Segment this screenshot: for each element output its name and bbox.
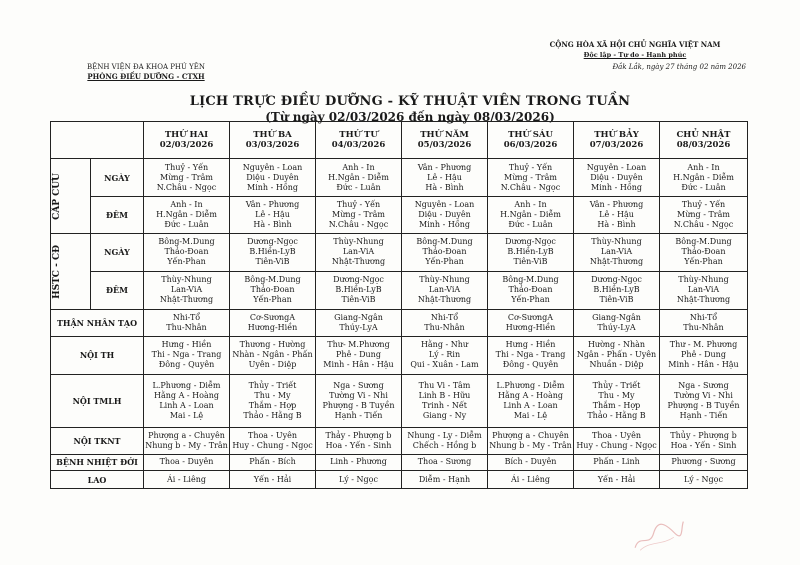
schedule-cell: Thùy-Nhung Lan-ViA Nhật-Thương (402, 271, 488, 309)
schedule-cell: Phượng a - Chuyên Nhung b - My - Trân (488, 427, 574, 454)
schedule-cell: Vân - Phương Lê - Hậu Hà - Bình (230, 196, 316, 233)
schedule-cell: Yến - Hải (574, 471, 660, 489)
shift-label: NGÀY (91, 159, 144, 196)
schedule-table (50, 121, 748, 489)
schedule-cell: Giang-Ngân Thúy-LyA (316, 310, 402, 337)
schedule-cell: Anh - In H.Ngân - Diễm Đức - Luân (488, 196, 574, 233)
schedule-cell: Yến - Hải (230, 471, 316, 489)
schedule-cell: Thoa - Uyên Huy - Chung - Ngọc (230, 427, 316, 454)
page-subtitle: (Từ ngày 02/03/2026 đến ngày 08/03/2026) (265, 110, 555, 124)
schedule-cell: Hằng - Như Lý - Rin Qui - Xuân - Lam (402, 337, 488, 374)
schedule-cell: Linh - Phương (316, 454, 402, 471)
shift-label: NGÀY (91, 234, 144, 271)
schedule-cell: Thuỷ - Yến Mừng - Trâm N.Châu - Ngọc (488, 159, 574, 196)
schedule-cell: Dương-Ngọc B.Hiền-LyB Tiên-ViB (488, 234, 574, 271)
table-row (51, 159, 748, 196)
schedule-cell: Bông-M.Dung Thảo-Đoan Yến-Phan (230, 271, 316, 309)
corner-cell (51, 122, 144, 159)
schedule-cell: Phượng a - Chuyên Nhung b - My - Trân (144, 427, 230, 454)
schedule-cell: Nga - Sương Tường Vi - Nhi Phượng - B Tuyền Hạnh - Tiến (660, 374, 748, 427)
shift-label: ĐÊM (91, 196, 144, 233)
schedule-cell: Thảy - Phượng b Hoa - Yến - Sinh (316, 427, 402, 454)
schedule-cell: Ái - Liêng (488, 471, 574, 489)
table-row (51, 271, 748, 309)
day-header: THỨ HAI 02/03/2026 (144, 122, 230, 159)
table-row (51, 234, 748, 271)
schedule-cell: Anh - In H.Ngân - Diễm Đức - Luân (144, 196, 230, 233)
table-row (51, 374, 748, 427)
schedule-cell: Diễm - Hạnh (402, 471, 488, 489)
schedule-cell: Thoa - Duyên (144, 454, 230, 471)
schedule-cell: Nga - Sương Tường Vi - Nhi Phượng - B Tuyền Hạnh - Tiến (316, 374, 402, 427)
day-header: THỨ BẢY 07/03/2026 (574, 122, 660, 159)
schedule-cell: Bích - Duyên (488, 454, 574, 471)
page-title: LỊCH TRỰC ĐIỀU DƯỠNG - KỸ THUẬT VIÊN TRONG TUẦN (189, 94, 631, 109)
table-row (51, 471, 748, 489)
schedule-cell: Phương - Sương (660, 454, 748, 471)
schedule-cell: Cơ-SươngA Hương-Hiền (230, 310, 316, 337)
schedule-cell: Anh - In H.Ngân - Diễm Đức - Luân (316, 159, 402, 196)
schedule-cell: Thủy - Triết Thu - My Thắm - Hợp Thảo - Hằng B (574, 374, 660, 427)
schedule-cell: Bông-M.Dung Thảo-Đoan Yến-Phan (488, 271, 574, 309)
schedule-cell: Thoa - Sương (402, 454, 488, 471)
day-header: THỨ BA 03/03/2026 (230, 122, 316, 159)
table-row (51, 427, 748, 454)
schedule-cell: Vân - Phương Lê - Hậu Hà - Bình (402, 159, 488, 196)
schedule-cell: Nguyên - Loan Diệu - Duyên Minh - Hồng (574, 159, 660, 196)
schedule-cell: L.Phương - Diễm Hằng A - Hoàng Linh A - Loan Mai - Lệ (488, 374, 574, 427)
schedule-cell: Vân - Phương Lê - Hậu Hà - Bình (574, 196, 660, 233)
day-header: CHỦ NHẬT 08/03/2026 (660, 122, 748, 159)
schedule-cell: Thủy - Phượng b Hoa - Yến - Sinh (660, 427, 748, 454)
schedule-cell: Thuỷ - Yến Mừng - Trâm N.Châu - Ngọc (316, 196, 402, 233)
schedule-cell: Nguyên - Loan Diệu - Duyên Minh - Hồng (402, 196, 488, 233)
schedule-cell: Thư - M. Phương Phê - Dung Minh - Hân - Hậu (660, 337, 748, 374)
nation-name: CỘNG HÒA XÃ HỘI CHỦ NGHĨA VIỆT NAM (549, 40, 721, 49)
schedule-cell: Thuỷ - Yến Mừng - Trâm N.Châu - Ngọc (660, 196, 748, 233)
schedule-cell: Nhi-Tổ Thu-Nhân (660, 310, 748, 337)
schedule-cell: Lý - Ngọc (660, 471, 748, 489)
schedule-cell: Hường - Nhàn Ngân - Phấn - Uyên Nhuần - Diệp (574, 337, 660, 374)
schedule-cell: Cơ-SươngA Hương-Hiền (488, 310, 574, 337)
schedule-cell: Hưng - Hiền Thi - Nga - Trang Đông - Quyên (488, 337, 574, 374)
schedule-cell: Phấn - Linh (574, 454, 660, 471)
schedule-cell: Thuỷ - Yến Mừng - Trâm N.Châu - Ngọc (144, 159, 230, 196)
date-line: Đắk Lắk, ngày 27 tháng 02 năm 2026 (612, 63, 746, 71)
day-header: THỨ SÁU 06/03/2026 (488, 122, 574, 159)
table-row (51, 337, 748, 374)
row-label: NỘI TH (51, 337, 144, 374)
schedule-cell: Phấn - Bích (230, 454, 316, 471)
schedule-cell: Thương - Hường Nhàn - Ngân - Phấn Uyên - Diệp (230, 337, 316, 374)
row-label: THẬN NHÂN TẠO (51, 310, 144, 337)
header-right (520, 40, 750, 72)
schedule-cell: Nhi-Tổ Thu-Nhân (144, 310, 230, 337)
row-label: BỆNH NHIỆT ĐỚI (51, 454, 144, 471)
schedule-cell: Bông-M.Dung Thảo-Đoan Yến-Phan (402, 234, 488, 271)
day-header: THỨ TƯ 04/03/2026 (316, 122, 402, 159)
schedule-cell: Thùy-Nhung Lan-ViA Nhật-Thương (144, 271, 230, 309)
schedule-cell: Thoa - Uyên Huy - Chung - Ngọc (574, 427, 660, 454)
hospital-name: BỆNH VIỆN ĐA KHOA PHÚ YÊN (86, 63, 206, 71)
schedule-cell: Thùy-Nhung Lan-ViA Nhật-Thương (574, 234, 660, 271)
schedule-cell: Bông-M.Dung Thảo-Đoan Yến-Phan (144, 234, 230, 271)
day-header: THỨ NĂM 05/03/2026 (402, 122, 488, 159)
signature-stamp (625, 511, 691, 556)
shift-label: ĐÊM (91, 271, 144, 309)
motto: Độc lập - Tự do - Hạnh phúc (583, 51, 687, 59)
schedule-cell: Giang-Ngân Thúy-LyA (574, 310, 660, 337)
schedule-cell: Anh - In H.Ngân - Diễm Đức - Luân (660, 159, 748, 196)
schedule-cell: Nhung - Ly - Diễm Chếch - Hồng b (402, 427, 488, 454)
schedule-cell: Bông-M.Dung Thảo-Đoan Yến-Phan (660, 234, 748, 271)
group-hstc-cd: HSTC - CĐ (51, 234, 91, 310)
schedule-cell: Dương-Ngọc B.Hiền-LyB Tiên-ViB (574, 271, 660, 309)
schedule-cell: Dương-Ngọc B.Hiền-LyB Tiên-ViB (316, 271, 402, 309)
schedule-cell: Thùy-Nhung Lan-ViA Nhật-Thương (316, 234, 402, 271)
group-cap-cuu: CẤP CỨU (51, 159, 91, 234)
schedule-cell: Dương-Ngọc B.Hiền-LyB Tiên-ViB (230, 234, 316, 271)
header-row (51, 122, 748, 159)
row-label: LAO (51, 471, 144, 489)
schedule-cell: Nguyên - Loan Diệu - Duyên Minh - Hồng (230, 159, 316, 196)
schedule-cell: L.Phương - Diễm Hằng A - Hoàng Linh A - Loan Mai - Lệ (144, 374, 230, 427)
row-label: NỘI TKNT (51, 427, 144, 454)
schedule-cell: Ái - Liêng (144, 471, 230, 489)
department-name: PHÒNG ĐIỀU DƯỠNG - CTXH (87, 72, 205, 81)
schedule-cell: Lý - Ngọc (316, 471, 402, 489)
row-label: NỘI TMLH (51, 374, 144, 427)
schedule-cell: Hưng - Hiền Thi - Nga - Trang Đông - Quyên (144, 337, 230, 374)
table-row (51, 196, 748, 233)
schedule-cell: Thùy-Nhung Lan-ViA Nhật-Thương (660, 271, 748, 309)
schedule-cell: Thủy - Triết Thu - My Thắm - Hợp Thảo - Hằng B (230, 374, 316, 427)
table-row (51, 310, 748, 337)
schedule-cell: Thu Vi - Tâm Linh B - Hữu Trinh - Nết Giang - Ny (402, 374, 488, 427)
schedule-cell: Thư- M.Phương Phê - Dung Minh - Hân - Hậu (316, 337, 402, 374)
schedule-cell: Nhi-Tổ Thu-Nhân (402, 310, 488, 337)
table-row (51, 454, 748, 471)
header-left (76, 62, 216, 82)
